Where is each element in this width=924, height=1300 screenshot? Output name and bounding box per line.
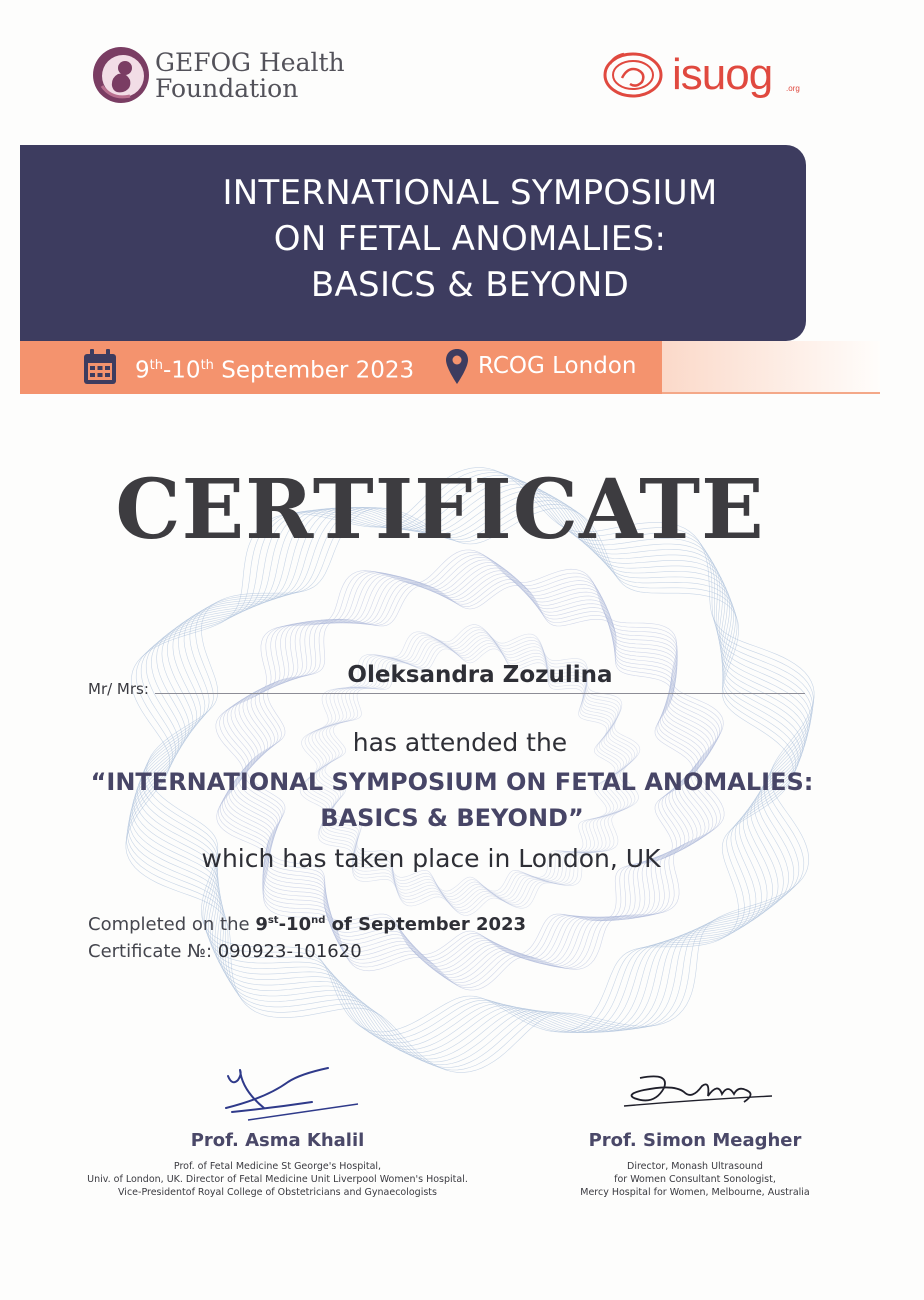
banner-title (20, 170, 920, 308)
signatory-desc-line: Mercy Hospital for Women, Melbourne, Australia (580, 1187, 810, 1198)
completion-day1: 9 (255, 914, 268, 935)
recipient-underline (155, 693, 805, 694)
signatory-name-khalil: Prof. Asma Khalil (190, 1130, 365, 1151)
signatory-desc-khalil (60, 1160, 495, 1199)
signatory-desc-line: Univ. of London, UK. Director of Fetal Medicine Unit Liverpool Women's Hospital. (87, 1174, 468, 1185)
gefog-logo-icon (92, 46, 150, 104)
event-date-start: 9 (135, 357, 150, 384)
isuog-org-suffix: .org (786, 84, 800, 93)
signatory-desc-line: Vice-Presidentof Royal College of Obstetricians and Gynaecologists (118, 1187, 437, 1198)
completion-date (88, 909, 526, 937)
event-bar-fade (662, 341, 880, 394)
event-name-quote (0, 764, 904, 836)
event-name-line1: “INTERNATIONAL SYMPOSIUM ON FETAL ANOMALIES: (90, 768, 814, 796)
banner-title-line3: BASICS & BEYOND (310, 265, 630, 305)
event-dates (135, 351, 414, 386)
location-text: which has taken place in London, UK (201, 844, 661, 873)
recipient-name: Oleksandra Zozulina (347, 662, 613, 688)
gefog-name (155, 50, 345, 102)
event-date-end: -10 (162, 357, 201, 384)
completion-day2: -10 (278, 914, 312, 935)
signatory-desc-line: Director, Monash Ultrasound (627, 1161, 763, 1172)
banner-title-line1: INTERNATIONAL SYMPOSIUM (222, 173, 718, 213)
event-venue: RCOG London (478, 353, 637, 379)
completion-day2-suffix: nd (311, 915, 326, 926)
location-pin-icon (445, 348, 469, 386)
signatory-name-meagher: Prof. Simon Meagher (588, 1130, 802, 1151)
signature-khalil (218, 1062, 368, 1126)
certificate-number-label: Certificate №: (88, 941, 218, 962)
calendar-icon (82, 348, 118, 386)
event-date-month: September 2023 (213, 357, 415, 384)
gefog-name-line2: Foundation (155, 74, 299, 103)
signatory-desc-meagher (560, 1160, 830, 1199)
recipient-label: Mr/ Mrs: (88, 680, 149, 698)
signatory-desc-line: Prof. of Fetal Medicine St George's Hospital, (173, 1161, 382, 1172)
completion-prefix: Completed on the (88, 914, 256, 935)
completion-dates (255, 914, 526, 935)
isuog-logo-icon (602, 50, 664, 100)
certificate-heading: CERTIFICATE (115, 462, 765, 558)
event-date-end-suffix: th (200, 358, 214, 373)
signature-meagher (620, 1070, 775, 1120)
event-bar-underline (662, 392, 880, 394)
event-date-start-suffix: th (149, 358, 163, 373)
certificate-number (88, 940, 362, 964)
banner-title-line2: ON FETAL ANOMALIES: (273, 219, 667, 259)
event-name-line2: BASICS & BEYOND” (320, 804, 584, 832)
signatory-desc-line: for Women Consultant Sonologist, (614, 1174, 776, 1185)
isuog-wordmark: isuog (672, 50, 773, 99)
gefog-name-line1: GEFOG Health (155, 48, 345, 77)
attended-text: has attended the (352, 728, 568, 757)
completion-day1-suffix: st (267, 915, 279, 926)
certificate-number-value: 090923-101620 (217, 941, 362, 962)
completion-month: of September 2023 (325, 914, 527, 935)
